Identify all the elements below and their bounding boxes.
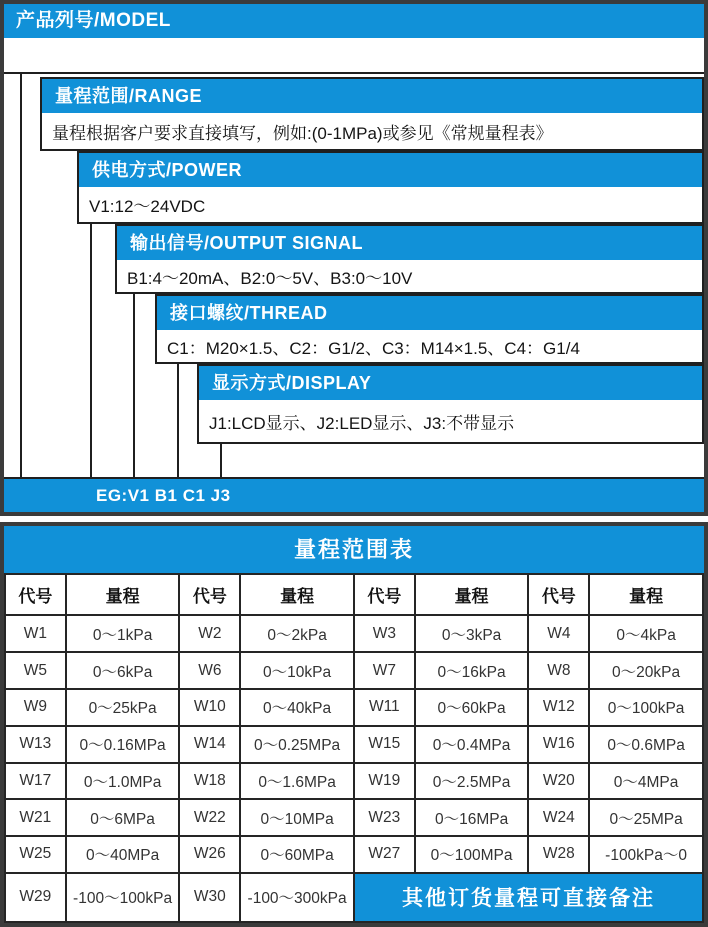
table-row xyxy=(5,836,703,873)
code-cell: W29 xyxy=(5,873,66,922)
code-cell: W8 xyxy=(528,652,589,689)
range-cell: 0～1.0MPa xyxy=(66,763,180,800)
table-row xyxy=(5,652,703,689)
range-table-panel xyxy=(0,522,708,927)
code-cell: W23 xyxy=(354,799,415,836)
code-cell: W7 xyxy=(354,652,415,689)
range-cell: 0～40MPa xyxy=(66,836,180,873)
level-content-power: V1:12～24VDC xyxy=(79,187,702,222)
range-cell: -100～300kPa xyxy=(240,873,354,922)
table-row xyxy=(5,726,703,763)
code-cell: W10 xyxy=(179,689,240,726)
col-header: 量程 xyxy=(415,574,529,615)
level-box-display xyxy=(197,364,704,444)
code-cell: W17 xyxy=(5,763,66,800)
code-cell: W9 xyxy=(5,689,66,726)
table-row xyxy=(5,689,703,726)
range-cell: 0～1.6MPa xyxy=(240,763,354,800)
level-title-display: 显示方式/DISPLAY xyxy=(199,366,702,400)
level-box-output-signal xyxy=(115,224,704,294)
model-value-box xyxy=(4,38,704,74)
code-cell: W14 xyxy=(179,726,240,763)
range-cell: 0～0.4MPa xyxy=(415,726,529,763)
connector-line-power xyxy=(90,220,92,477)
code-cell: W4 xyxy=(528,615,589,652)
range-cell: 0～100kPa xyxy=(589,689,703,726)
code-cell: W21 xyxy=(5,799,66,836)
code-cell: W27 xyxy=(354,836,415,873)
col-header: 代号 xyxy=(354,574,415,615)
code-cell: W12 xyxy=(528,689,589,726)
code-cell: W18 xyxy=(179,763,240,800)
example-code-bar: EG:V1 B1 C1 J3 xyxy=(4,477,704,512)
level-box-range xyxy=(40,77,704,151)
code-cell: W5 xyxy=(5,652,66,689)
range-cell: 0～20kPa xyxy=(589,652,703,689)
code-cell: W24 xyxy=(528,799,589,836)
code-cell: W20 xyxy=(528,763,589,800)
code-cell: W28 xyxy=(528,836,589,873)
range-cell: -100kPa～0 xyxy=(589,836,703,873)
connector-line-output xyxy=(133,292,135,477)
range-cell: 0～0.6MPa xyxy=(589,726,703,763)
level-content-thread: C1：M20×1.5、C2：G1/2、C3：M14×1.5、C4：G1/4 xyxy=(157,330,702,362)
level-box-thread xyxy=(155,294,704,364)
range-table xyxy=(4,573,704,923)
table-row xyxy=(5,763,703,800)
level-title-power: 供电方式/POWER xyxy=(79,153,702,187)
col-header: 代号 xyxy=(179,574,240,615)
range-cell: 0～10kPa xyxy=(240,652,354,689)
level-title-thread: 接口螺纹/THREAD xyxy=(157,296,702,330)
code-cell: W1 xyxy=(5,615,66,652)
code-cell: W2 xyxy=(179,615,240,652)
code-cell: W3 xyxy=(354,615,415,652)
table-row xyxy=(5,873,703,922)
code-cell: W26 xyxy=(179,836,240,873)
range-cell: 0～3kPa xyxy=(415,615,529,652)
range-cell: -100～100kPa xyxy=(66,873,180,922)
code-cell: W6 xyxy=(179,652,240,689)
range-cell: 0～1kPa xyxy=(66,615,180,652)
col-header: 代号 xyxy=(528,574,589,615)
level-title-range: 量程范围/RANGE xyxy=(42,79,702,113)
range-cell: 0～16MPa xyxy=(415,799,529,836)
range-table-title: 量程范围表 xyxy=(4,526,704,573)
level-box-power xyxy=(77,151,704,224)
code-cell: W25 xyxy=(5,836,66,873)
range-cell: 0～0.25MPa xyxy=(240,726,354,763)
code-cell: W13 xyxy=(5,726,66,763)
code-cell: W15 xyxy=(354,726,415,763)
col-header: 量程 xyxy=(240,574,354,615)
col-header: 量程 xyxy=(589,574,703,615)
range-cell: 0～6MPa xyxy=(66,799,180,836)
level-content-range: 量程根据客户要求直接填写，例如:(0-1MPa)或参见《常规量程表》 xyxy=(42,113,702,149)
connector-line-display xyxy=(220,442,222,477)
range-cell: 0～100MPa xyxy=(415,836,529,873)
other-range-note: 其他订货量程可直接备注 xyxy=(354,873,703,922)
range-cell: 0～25kPa xyxy=(66,689,180,726)
range-cell: 0～4kPa xyxy=(589,615,703,652)
range-cell: 0～6kPa xyxy=(66,652,180,689)
range-cell: 0～60MPa xyxy=(240,836,354,873)
range-cell: 0～0.16MPa xyxy=(66,726,180,763)
range-cell: 0～10MPa xyxy=(240,799,354,836)
connector-line-model xyxy=(20,74,22,477)
range-cell: 0～25MPa xyxy=(589,799,703,836)
model-header xyxy=(4,4,704,38)
code-cell: W30 xyxy=(179,873,240,922)
range-cell: 0～40kPa xyxy=(240,689,354,726)
range-cell: 0～2.5MPa xyxy=(415,763,529,800)
code-cell: W22 xyxy=(179,799,240,836)
level-content-display: J1:LCD显示、J2:LED显示、J3:不带显示 xyxy=(199,400,702,442)
level-title-output-signal: 输出信号/OUTPUT SIGNAL xyxy=(117,226,702,260)
range-cell: 0～60kPa xyxy=(415,689,529,726)
connector-line-thread xyxy=(177,362,179,477)
col-header: 量程 xyxy=(66,574,180,615)
code-cell: W11 xyxy=(354,689,415,726)
range-cell: 0～16kPa xyxy=(415,652,529,689)
table-header-row xyxy=(5,574,703,615)
table-row xyxy=(5,799,703,836)
range-table-body xyxy=(5,574,703,922)
model-header-label: 产品列号/MODEL xyxy=(16,10,171,31)
level-content-output-signal: B1:4～20mA、B2:0～5V、B3:0～10V xyxy=(117,260,702,292)
col-header: 代号 xyxy=(5,574,66,615)
code-cell: W16 xyxy=(528,726,589,763)
range-cell: 0～4MPa xyxy=(589,763,703,800)
table-row xyxy=(5,615,703,652)
code-cell: W19 xyxy=(354,763,415,800)
range-cell: 0～2kPa xyxy=(240,615,354,652)
